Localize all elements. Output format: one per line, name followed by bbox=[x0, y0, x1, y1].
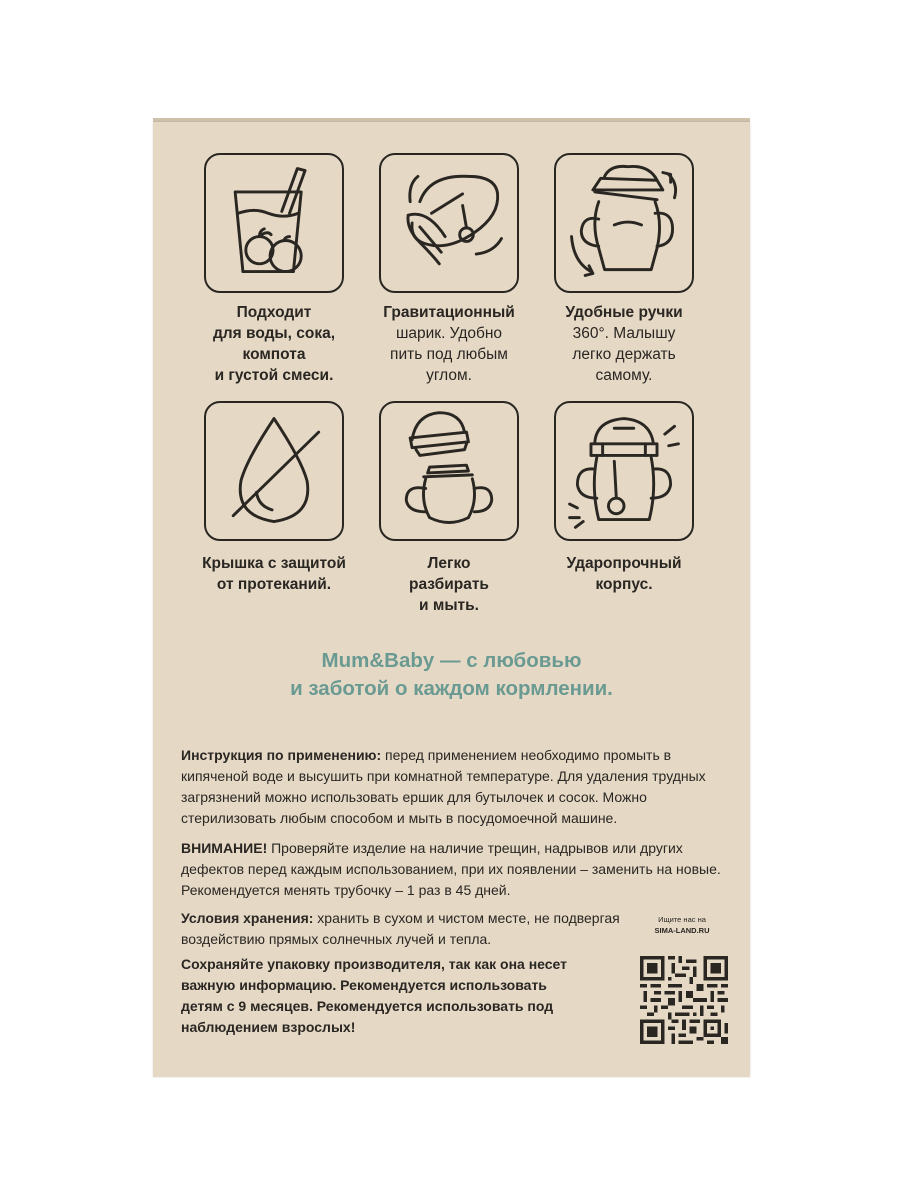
caption-line: Подходит bbox=[236, 304, 312, 321]
usage-label: Инструкция по применению: bbox=[181, 747, 382, 763]
gravity-ball-icon bbox=[381, 155, 517, 291]
feature-tile-6 bbox=[554, 401, 694, 541]
qr-caption-line-2: SIMA-LAND.RU bbox=[654, 926, 710, 935]
storage-text: хранить в сухом и чистом месте, не подвергая воздействию прямых солнечных лучей и тепла. bbox=[181, 910, 620, 947]
caption-line: от протеканий. bbox=[216, 576, 332, 593]
disassemble-cup-icon bbox=[381, 403, 517, 539]
feature-tile-3 bbox=[554, 153, 694, 293]
feature-caption-3 bbox=[534, 302, 714, 386]
caption-line: для воды, сока, bbox=[212, 325, 336, 342]
caption-line: самому. bbox=[595, 367, 653, 384]
caption-line: легко держать bbox=[572, 346, 676, 363]
usage-instructions bbox=[181, 745, 721, 829]
qr-caption-line-1: Ищите нас на bbox=[658, 915, 706, 924]
feature-caption-4 bbox=[184, 553, 364, 595]
caption-line: 360°. Малышу bbox=[572, 325, 676, 342]
caption-line: Легко bbox=[427, 555, 471, 572]
usage-text: перед применением необходимо промыть в кипяченой воде и высушить при комнатной температуре. Для удаления трудных загрязнений можно использовать ершик для бутылочек и сосок. Можно стерилизовать любым способом и мыть в посудомоечной машине. bbox=[181, 747, 706, 826]
storage-label: Условия хранения: bbox=[181, 910, 314, 926]
caption-line: пить под любым bbox=[390, 346, 508, 363]
feature-tile-2 bbox=[379, 153, 519, 293]
qr-caption bbox=[638, 914, 726, 936]
warning-text: Проверяйте изделие на наличие трещин, надрывов или других дефектов перед каждым использованием, при их появлении – заменить на новые. Рекомендуется менять трубочку – 1 раз в 45 дней. bbox=[181, 840, 721, 898]
warning-block bbox=[181, 838, 731, 901]
feature-tile-4 bbox=[204, 401, 344, 541]
warning-label: ВНИМАНИЕ! bbox=[181, 840, 268, 856]
caption-line: Ударопрочный bbox=[566, 555, 682, 572]
caption-line: шарик. Удобно bbox=[395, 325, 503, 342]
storage-block bbox=[181, 908, 626, 950]
feature-tile-1 bbox=[204, 153, 344, 293]
note-block bbox=[181, 954, 571, 1038]
glass-fruit-icon bbox=[206, 155, 342, 291]
caption-line: углом. bbox=[426, 367, 472, 384]
drop-no-leak-icon bbox=[206, 403, 342, 539]
caption-line: и мыть. bbox=[419, 597, 479, 614]
caption-line: корпус. bbox=[595, 576, 653, 593]
feature-tile-5 bbox=[379, 401, 519, 541]
handles-rotate-icon bbox=[556, 155, 692, 291]
caption-line: и густой смеси. bbox=[214, 367, 334, 384]
shockproof-cup-icon bbox=[556, 403, 692, 539]
caption-line: компота bbox=[242, 346, 306, 363]
feature-caption-6 bbox=[534, 553, 714, 595]
qr-code[interactable] bbox=[640, 956, 728, 1044]
slogan-line-2: и заботой о каждом кормлении. bbox=[290, 677, 613, 700]
brand-slogan bbox=[153, 647, 750, 703]
note-text: Сохраняйте упаковку производителя, так как она несет важную информацию. Рекомендуется использовать детям с 9 месяцев. Рекомендуется использовать под наблюдением взрослых! bbox=[181, 956, 567, 1035]
feature-caption-2 bbox=[359, 302, 539, 386]
caption-line: Удобные ручки bbox=[565, 304, 683, 321]
caption-line: разбирать bbox=[409, 576, 489, 593]
slogan-line-1: Mum&Baby — с любовью bbox=[321, 649, 582, 672]
caption-line: Гравитационный bbox=[383, 304, 515, 321]
feature-caption-1 bbox=[184, 302, 364, 386]
caption-line: Крышка с защитой bbox=[202, 555, 346, 572]
feature-caption-5 bbox=[359, 553, 539, 616]
